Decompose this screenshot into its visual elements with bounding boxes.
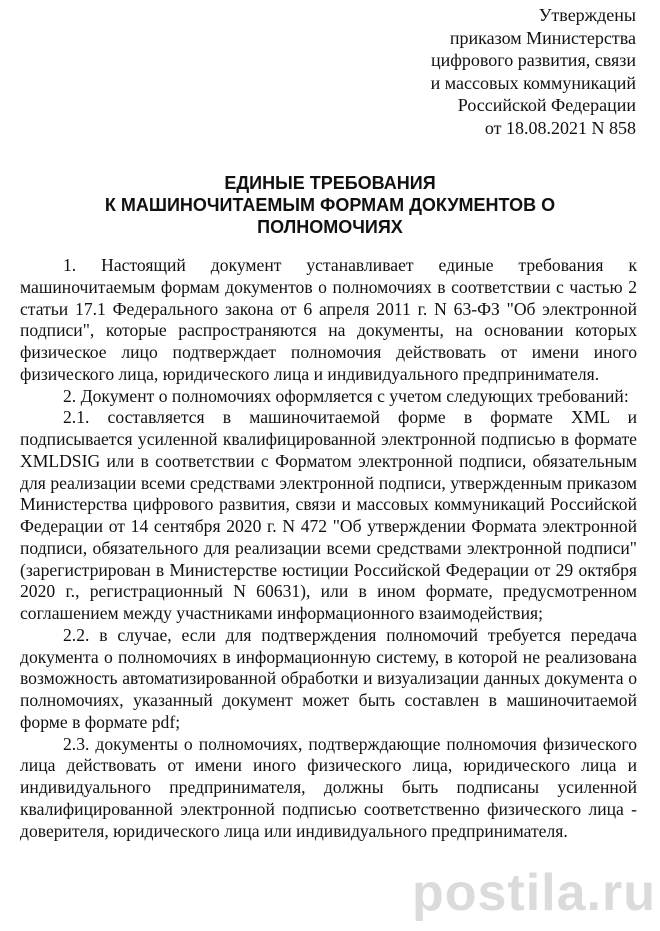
approval-line: приказом Министерства [449,27,636,48]
paragraph-2-3: 2.3. документы о полномочиях, подтверждающие полномочия физического лица действовать от имени иного физического лица, юридического лица и индивидуального предпринимателя, должны быть подписаны усиленной квалифицированной электронной подписью соответственно физического лица - доверителя, юридического лица или индивидуального предпринимателя. [20,733,637,841]
paragraph-1: 1. Настоящий документ устанавливает единые требования к машиночитаемым формам документов о полномочиях в соответствии с частью 2 статьи 17.1 Федерального закона от 6 апреля 2011 г. N 63-ФЗ "Об электронной подписи", которые распространяются на документы, на основании которых физическое лицо подтверждает полномочия действовать от имени иного физического лица, юридического лица и индивидуального предпринимателя. [20,255,637,384]
paragraph-2: 2. Документ о полномочиях оформляется с учетом следующих требований: [63,385,629,406]
approval-line: Российской Федерации [457,95,636,116]
title-line: К МАШИНОЧИТАЕМЫМ ФОРМАМ ДОКУМЕНТОВ О [104,195,556,215]
approval-line: Утверждены [538,5,636,25]
approval-line: от 18.08.2021 N 858 [484,117,636,138]
approval-line: цифрового развития, связи [430,50,636,71]
title-line: ЕДИНЫЕ ТРЕБОВАНИЯ [224,173,436,193]
document-body [20,255,637,842]
title-line: ПОЛНОМОЧИЯХ [257,217,403,237]
watermark: postila.ru [411,864,656,922]
paragraph-2-2: 2.2. в случае, если для подтверждения полномочий требуется передача документа о полномочиях в информационную систему, в которой не реализована возможность автоматизированной обработки и визуализации данных документа о полномочиях, указанный документ может быть составлен в машиночитаемой форме в формате pdf; [20,624,637,732]
approval-block [431,4,636,140]
paragraph-2-1: 2.1. составляется в машиночитаемой форме в формате XML и подписывается усиленной квалифицированной электронной подписью в формате XMLDSIG или в соответствии с Форматом электронной подписи, обязательным для реализации всеми средствами электронной подписи, утвержденным приказом Министерства цифрового развития, связи и массовых коммуникаций Российской Федерации от 14 сентября 2020 г. N 472 "Об утверждении Формата электронной подписи, обязательного для реализации всеми средствами электронной подписи" (зарегистрирован в Министерстве юстиции Российской Федерации от 29 октября 2020 г., регистрационный N 60631), или в ином формате, предусмотренном соглашением между участниками информационного взаимодействия; [20,407,637,623]
approval-line: и массовых коммуникаций [430,72,636,93]
document-title [20,172,640,238]
